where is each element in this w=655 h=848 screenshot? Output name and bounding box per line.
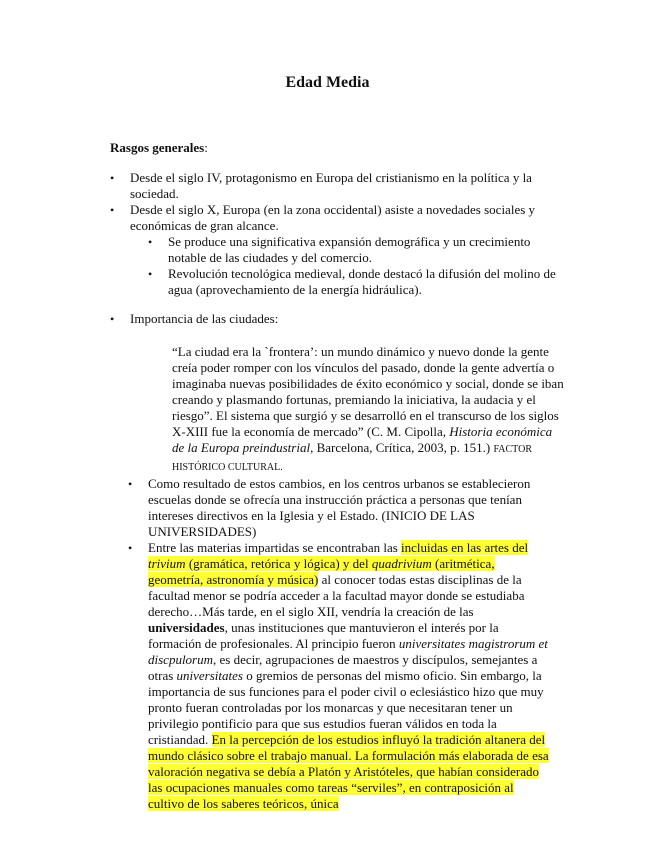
bullet-text: Como resultado de estos cambios, en los centros urbanos se establecieron escuelas donde se ofrecía una instrucción práctica a personas que tenían intereses directivos en la Iglesia y el Estado. (INICIO DE LAS UNIVERSIDADES) <box>148 476 531 539</box>
sub-bullet-text: Se produce una significativa expansión demográfica y un crecimiento notable de las ciudades y del comercio. <box>168 234 531 265</box>
latin-term: universitates <box>176 668 243 683</box>
list-item <box>110 202 545 234</box>
bullet-icon: • <box>110 171 115 185</box>
quote-book-title: Historia económica de la Europa preindustrial <box>172 424 553 455</box>
list-item <box>148 234 558 266</box>
bullet-icon: • <box>110 203 115 217</box>
bold-term: universidades <box>148 620 225 635</box>
subjects-text-1: Entre las materias impartidas se encontraban las <box>148 540 402 555</box>
cities-bullet <box>110 311 545 327</box>
highlight-italic-text: quadrivium <box>371 556 432 571</box>
subjects-text-2: al conocer todas estas disciplinas de la facultad menor se podría acceder a la facultad mayor donde se estudiaba derecho…Más tarde, en el siglo XII, vendría la creación de las <box>148 572 525 619</box>
quote-citation: , Barcelona, Crítica, 2003, p. 151.) <box>310 440 494 455</box>
highlight-text: (gramática, retórica y lógica) y del <box>185 556 372 571</box>
section-heading <box>110 140 208 156</box>
list-item <box>148 266 558 298</box>
subjects-text-4: , es decir, agrupaciones de maestros y discípulos, semejantes a otras <box>148 652 538 683</box>
section-heading-text: Rasgos generales <box>110 140 205 155</box>
bullet-icon: • <box>148 267 153 281</box>
quote-text: “La ciudad era la `frontera’: un mundo dinámico y nuevo donde la gente creía poder romper con los vínculos del pasado, donde la gente advertía o imaginaba nuevas posibilidades de éxito económico y social, donde se iban creando y plasmando fortunas, premiando la iniciativa, la audacia y el riesgo”. El sistema que surgió y se desarrolló en el transcurso de los siglos X-XIII fue la economía de mercado” (C. M. Cipolla, <box>172 344 564 439</box>
quote-tag: FACTOR HISTÓRICO CULTURAL. <box>172 444 532 473</box>
list-item <box>110 170 545 202</box>
section-heading-colon: : <box>204 140 208 155</box>
bullet-icon: • <box>110 312 115 326</box>
bullet-icon: • <box>148 235 153 249</box>
universities-bullet-list <box>128 476 553 812</box>
list-item <box>110 311 545 327</box>
sub-bullet-list <box>148 234 558 298</box>
subjects-text-3: , unas instituciones que mantuvieron el interés por la formación de profesionales. Al principio fueron <box>148 620 499 651</box>
subjects-text-5: o gremios de personas del mismo oficio. Sin embargo, la importancia de sus funciones para el poder civil o eclesiástico hizo que muy pronto fueran controladas por los monarcas y que necesitaran tener un privilegio pontificio para que sus estudios fueran válidos en toda la cristiandad. <box>148 668 544 747</box>
latin-term: universitates magistrorum et discpulorum <box>148 636 548 667</box>
highlight-italic-text: trivium <box>148 556 186 571</box>
highlight-text: En la percepción de los estudios influyó la tradición altanera del mundo clásico sobre el trabajo manual. La formulación más elaborada de esa valoración negativa se debía a Platón y Aristóteles, que habían considerado las ocupaciones manuales como tareas “serviles”, en contraposición al cultivo de los saberes teóricos, única <box>148 732 549 811</box>
bullet-text: Desde el siglo IV, protagonismo en Europa del cristianismo en la política y la sociedad. <box>130 170 532 201</box>
top-bullet-list <box>110 170 545 234</box>
highlight-text: incluidas en las artes del <box>401 540 529 555</box>
bullet-text: Importancia de las ciudades: <box>130 311 279 326</box>
list-item <box>128 540 553 812</box>
page-title: Edad Media <box>285 74 370 91</box>
sub-bullet-text: Revolución tecnológica medieval, donde destacó la difusión del molino de agua (aprovechamiento de la energía hidráulica). <box>168 266 556 297</box>
bullet-icon: • <box>128 477 133 491</box>
bullet-text: Desde el siglo X, Europa (en la zona occidental) asiste a novedades sociales y económicas de gran alcance. <box>130 202 536 233</box>
highlight-text: (aritmética, geometría, astronomía y música) <box>148 556 495 587</box>
bullet-icon: • <box>128 541 133 555</box>
block-quote <box>172 344 567 476</box>
list-item <box>128 476 553 540</box>
